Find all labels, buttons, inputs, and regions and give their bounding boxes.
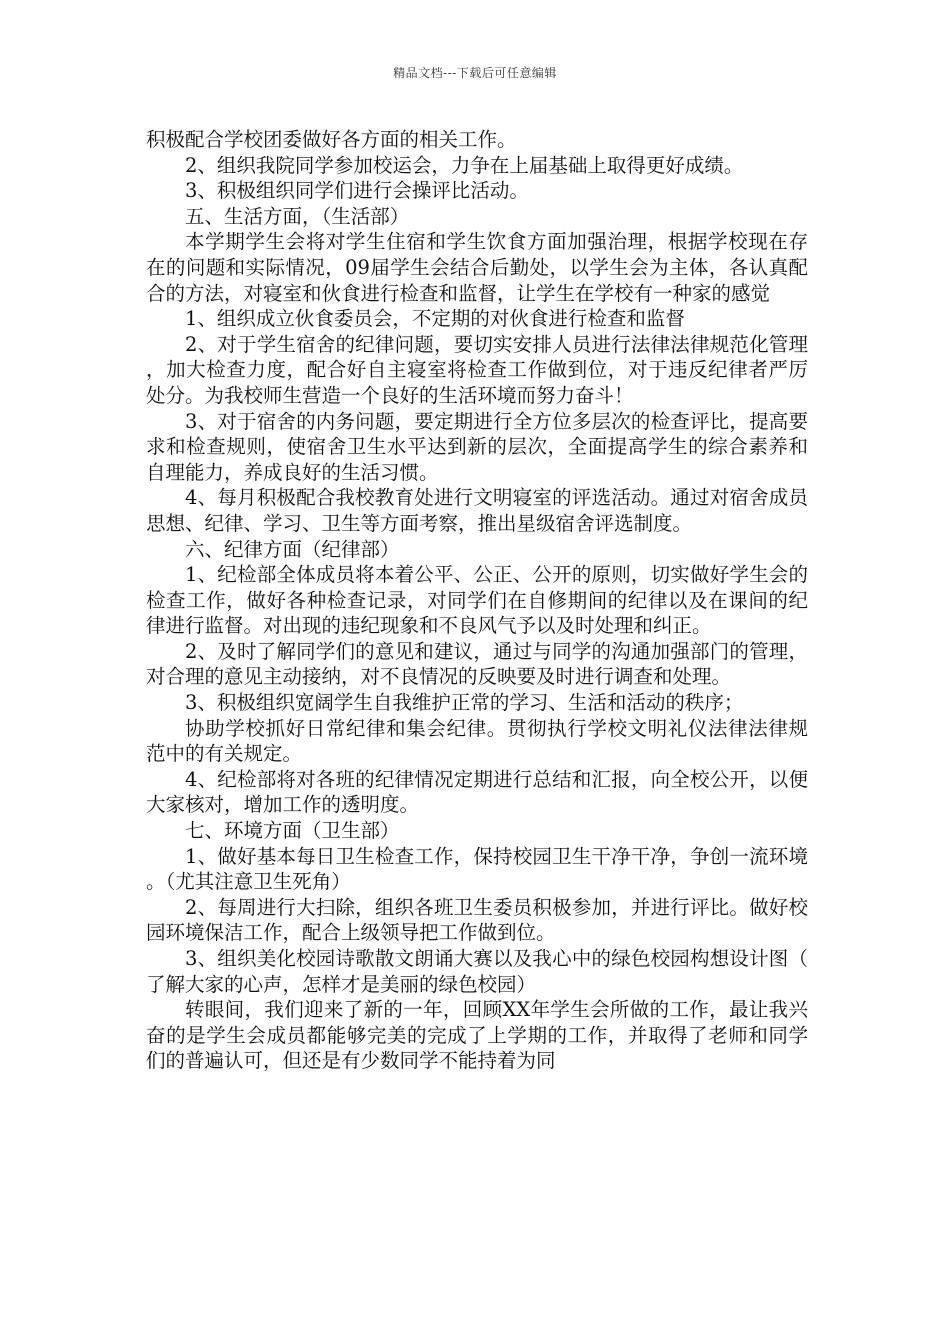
paragraph: 3、对于宿舍的内务问题，要定期进行全方位多层次的检查评比，提高要求和检查规则，使宿舍卫生水平达到新的层次，全面提高学生的综合素养和自理能力，养成良好的生活习惯。 bbox=[146, 409, 808, 484]
paragraph: 1、组织成立伙食委员会，不定期的对伙食进行检查和监督 bbox=[185, 307, 685, 331]
paragraph: 2、对于学生宿舍的纪律问题，要切实安排人员进行法律法律规范化管理，加大检查力度，配合好自主寝室将检查工作做到位，对于违反纪律者严厉处分。为我校师生营造一个良好的生活环境而努力奋斗！ bbox=[146, 332, 808, 407]
paragraph: 3、积极组织同学们进行会操评比活动。 bbox=[185, 179, 529, 203]
paragraph: 4、每月积极配合我校教育处进行文明寝室的评选活动。通过对宿舍成员思想、纪律、学习、卫生等方面考察，推出星级宿舍评选制度。 bbox=[146, 486, 808, 535]
paragraph: 1、纪检部全体成员将本着公平、公正、公开的原则，切实做好学生会的检查工作，做好各种检查记录，对同学们在自修期间的纪律以及在课间的纪律进行监督。对出现的违纪现象和不良风气予以及时处理和纠正。 bbox=[146, 563, 808, 638]
paragraph: 积极配合学校团委做好各方面的相关工作。 bbox=[146, 128, 517, 151]
paragraph: 1、做好基本每日卫生检查工作，保持校园卫生干净干净，争创一流环境。（尤其注意卫生死角） bbox=[146, 844, 808, 894]
paragraph: 转眼间，我们迎来了新的一年，回顾XX年学生会所做的工作，最让我兴奋的是学生会成员都能够完美的完成了上学期的工作，并取得了老师和同学们的普遍认可，但还是有少数同学不能持着为同 bbox=[146, 998, 808, 1073]
section-heading: 六、纪律方面（纪律部） bbox=[185, 537, 400, 561]
paragraph: 本学期学生会将对学生住宿和学生饮食方面加强治理，根据学校现在存在的问题和实际情况，09届学生会结合后勤处，以学生会为主体，各认真配合的方法，对寝室和伙食进行检查和监督，让学生在学校有一种家的感觉 bbox=[146, 230, 808, 305]
paragraph: 4、纪检部将对各班的纪律情况定期进行总结和汇报，向全校公开，以便大家核对，增加工作的透明度。 bbox=[146, 767, 808, 817]
document-body bbox=[146, 127, 808, 1074]
section-heading: 七、环境方面（卫生部） bbox=[185, 819, 400, 843]
paragraph: 2、及时了解同学们的意见和建议，通过与同学的沟通加强部门的管理，对合理的意见主动接纳，对不良情况的反映要及时进行调查和处理。 bbox=[146, 639, 808, 689]
paragraph: 2、组织我院同学参加校运会，力争在上届基础上取得更好成绩。 bbox=[185, 153, 744, 177]
section-heading: 五、生活方面，（生活部） bbox=[185, 204, 410, 228]
paragraph: 协助学校抓好日常纪律和集会纪律。贯彻执行学校文明礼仪法律法律规范中的有关规定。 bbox=[146, 716, 808, 766]
paragraph: 3、积极组织宽阔学生自我维护正常的学习、生活和活动的秩序； bbox=[185, 691, 744, 715]
paragraph: 2、每周进行大扫除，组织各班卫生委员积极参加，并进行评比。做好校园环境保洁工作，配合上级领导把工作做到位。 bbox=[146, 895, 808, 945]
page-header: 精品文档---下载后可任意编辑 bbox=[393, 66, 557, 80]
paragraph: 3、组织美化校园诗歌散文朗诵大赛以及我心中的绿色校园构想设计图（了解大家的心声，怎样才是美丽的绿色校园） bbox=[146, 947, 808, 996]
